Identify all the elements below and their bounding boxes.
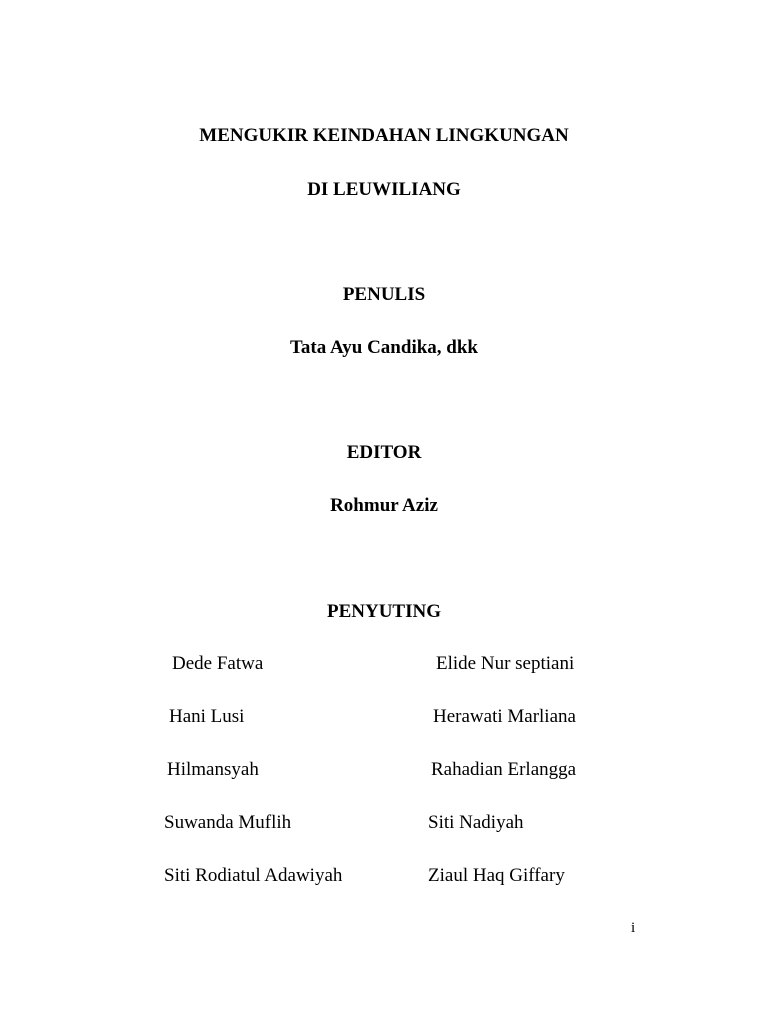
compiler-name: Ziaul Haq Giffary bbox=[428, 865, 565, 886]
editor-heading: EDITOR bbox=[346, 442, 422, 463]
compiler-name: Suwanda Muflih bbox=[164, 812, 292, 833]
compiler-name: Elide Nur septiani bbox=[436, 653, 575, 674]
title-line-1: MENGUKIR KEINDAHAN LINGKUNGAN bbox=[199, 125, 569, 146]
author-name: Tata Ayu Candika, dkk bbox=[290, 337, 478, 358]
compiler-name: Hilmansyah bbox=[167, 759, 259, 780]
compiler-name: Hani Lusi bbox=[169, 706, 245, 727]
compiler-name: Herawati Marliana bbox=[433, 706, 576, 727]
compiler-heading: PENYUTING bbox=[326, 601, 441, 622]
editor-name: Rohmur Aziz bbox=[330, 495, 438, 516]
page-number: i bbox=[631, 920, 636, 936]
compiler-name: Dede Fatwa bbox=[172, 653, 264, 674]
title-line-2: DI LEUWILIANG bbox=[307, 179, 461, 200]
author-heading: PENULIS bbox=[342, 284, 426, 305]
compiler-name: Rahadian Erlangga bbox=[431, 759, 577, 780]
compiler-name: Siti Rodiatul Adawiyah bbox=[164, 865, 343, 886]
compiler-name: Siti Nadiyah bbox=[428, 812, 524, 833]
